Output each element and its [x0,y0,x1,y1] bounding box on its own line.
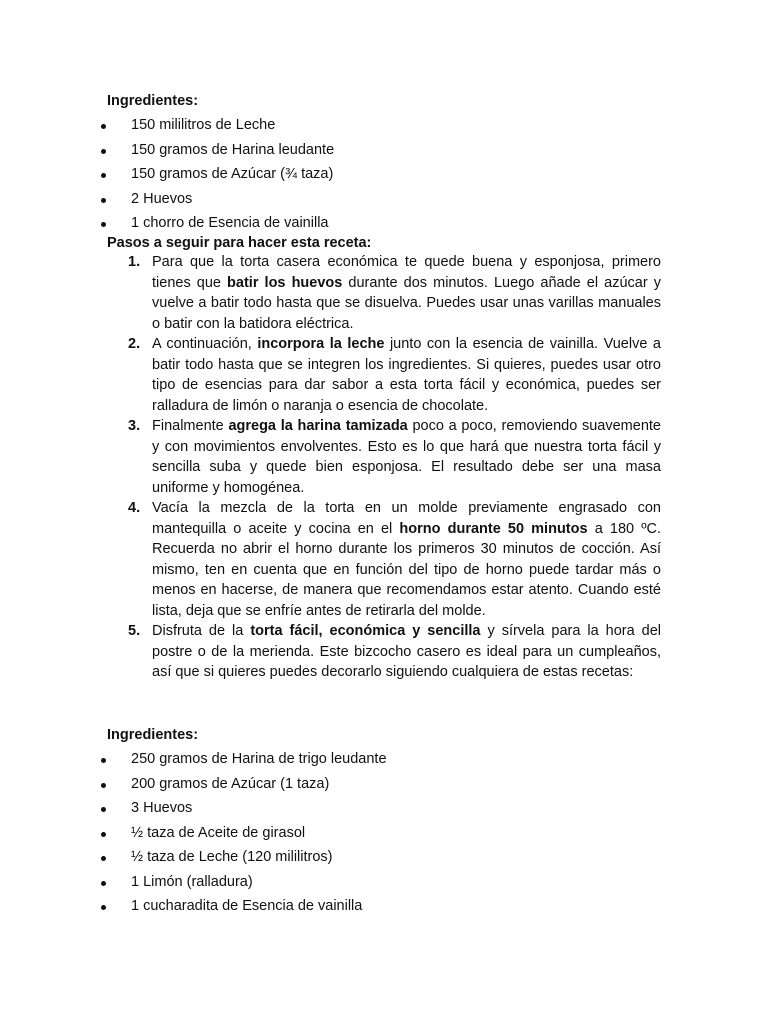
document-page: Ingredientes: 150 mililitros de Leche 150 gramos de Harina leudante 150 gramos de Azúcar (¾ taza) 2 Huevos 1 chorro de Esencia de vainilla Pasos a seguir para hacer esta receta: 1. Para que la torta casera económica te quede buena y esponjosa, primero tienes que batir los huevos durante dos minutos. Luego añade el azúcar y vuelve a batir todo hasta que se disuelva. Puedes usar unas varillas manuales o batir con la batidora eléctrica. 2. A continuación, incorpora la leche junto con la esencia de vainilla. Vuelve a batir todo hasta que se integren los ingredientes. Si quieres, puedes usar otro tipo de esencias para dar sabor a esta torta fácil y económica, puedes ser ralladura de limón o naranja o esencia de chocolate. 3. Finalmente agrega la harina tamizada poco a poco, removiendo suavemente y con movimientos envolventes. Esto es lo que hará que nuestra torta fácil y sencilla suba y quede bien esponjosa. El resultado debe ser una masa uniforme y homogénea. 4. Vacía la mezcla de la torta en un molde previamente engrasado con mantequilla o aceite y cocina en el horno durante 50 minutos a 180 ºC. Recuerda no abrir el horno durante los primeros 30 minutos de cocción. Así mismo, ten en cuenta que en función del tipo de horno puede tardar más o menos en hacerse, de manera que recomendamos estar atento. Cuando esté lista, deja que se enfríe antes de retirarla del molde. 5. Disfruta de la torta fácil, económica y sencilla y sírvela para la hora del postre o de la merienda. Este bizcocho casero es ideal para un cumpleaños, así que si quieres puedes decorarlo siguiendo cualquiera de estas recetas: Ingredientes: 250 gramos de Harina de trigo leudante 200 gramos de Azúcar (1 taza) 3 Huevos ½ taza de Aceite de girasol ½ taza de Leche (120 mililitros) 1 Limón (ralladura) 1 cucharadita de Esencia de vainilla [0,0,768,1024]
bullet-icon [101,173,106,178]
bullet-icon [101,124,106,129]
step-text-bold: torta fácil, económica y sencilla [250,623,481,639]
ingredients-heading-2: Ingredientes: [107,727,199,743]
bullet-icon [101,881,106,886]
step-text-part: Disfruta de la [152,623,251,639]
step-text [152,336,661,414]
step-number: 4. [128,500,141,516]
step-text [152,254,661,332]
step-text [152,418,661,496]
step-text-part: poco a poco, removiendo suavemente y con movimientos envolventes. Esto es lo que hará que nuestra torta fácil y sencilla suba y quede bien esponjosa. El resultado debe ser una masa uniforme y homogénea. [152,418,661,496]
bullet-icon [101,807,106,812]
step-number: 3. [128,418,141,434]
bullet-icon [101,783,106,788]
step-item [128,252,661,334]
step-text-part: durante dos minutos. Luego añade el azúcar y vuelve a batir todo hasta que se disuelva. Puedes usar unas varillas manuales o batir con la batidora eléctrica. [152,274,661,332]
bullet-icon [101,198,106,203]
step-text-bold: agrega la harina tamizada [228,418,408,434]
step-text-bold: incorpora la leche [257,336,385,352]
step-text-part: junto con la esencia de vainilla. Vuelve a batir todo hasta que se integren los ingredientes. Si quieres, puedes usar otro tipo de esencias para dar sabor a esta torta fácil y económica, puedes ser ralladura de limón o naranja o esencia de chocolate. [152,336,661,414]
bullet-icon [101,832,106,837]
step-item [128,621,661,683]
bullet-icon [101,856,106,861]
step-text-bold: batir los huevos [227,274,343,291]
step-number: 2. [128,336,141,352]
step-number: 5. [128,623,141,639]
bullet-icon [101,149,106,154]
step-text-part: a 180 ºC. Recuerda no abrir el horno durante los primeros 30 minutos de cocción. Así mismo, ten en cuenta que en función del tipo de horno puede tardar más o menos en hacerse, de manera que recomendamos estar atento. Cuando esté lista, deja que se enfríe antes de retirarla del molde. [152,520,662,619]
step-item [128,498,661,621]
bullet-icon [101,905,106,910]
step-text [152,623,661,680]
bullet-icon [101,758,106,763]
bullet-icon [101,222,106,227]
step-text-part: y sírvela para la hora del postre o de la merienda. Este bizcocho casero es ideal para un cumpleaños, así que si quieres puedes decorarlo siguiendo cualquiera de estas recetas: [152,623,661,680]
step-text-part: Vacía la mezcla de la torta en un molde previamente engrasado con mantequilla o aceite y cocina en el [152,500,661,537]
ingredients-heading-1: Ingredientes: [107,93,199,109]
step-number: 1. [128,254,141,270]
step-text-bold: horno durante 50 minutos [399,520,588,537]
step-text-part: Para que la torta casera económica te quede buena y esponjosa, primero tienes que [152,254,661,291]
steps-list [128,252,661,683]
step-item [128,416,661,498]
step-item [128,334,661,416]
steps-heading: Pasos a seguir para hacer esta receta: [107,235,372,251]
step-text [152,500,661,619]
step-text-part: A continuación, [152,336,258,352]
step-text-part: Finalmente [152,418,229,434]
